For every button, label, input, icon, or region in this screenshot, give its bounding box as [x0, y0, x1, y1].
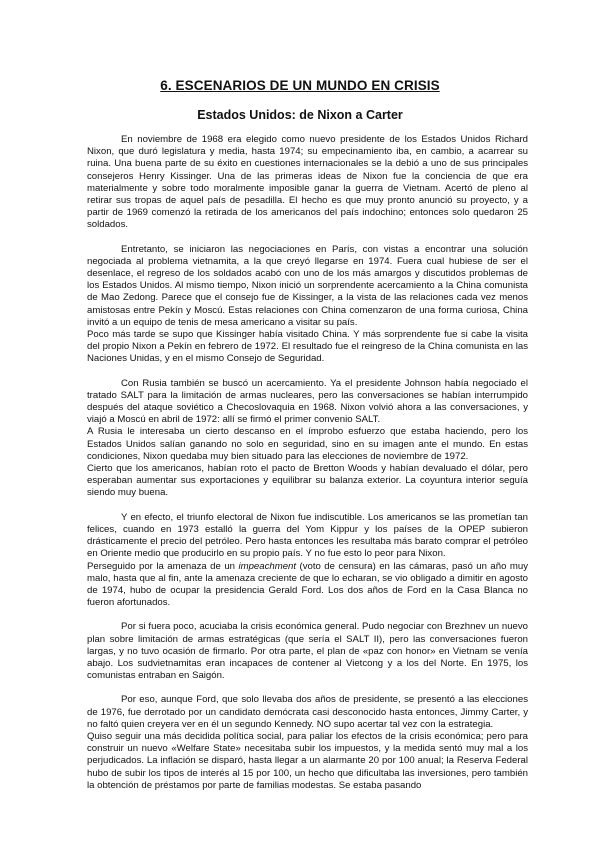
paragraph: Cierto que los americanos, habían roto el pacto de Bretton Woods y habían devaluado el dólar, pero esperaban aumentar sus exportaciones y equilibrar su balanza exterior. La coyuntura interior seguía siendo muy buena. [87, 463, 528, 499]
paragraph-impeachment [87, 561, 528, 610]
chapter-title: 6. ESCENARIOS DE UN MUNDO EN CRISIS [160, 78, 440, 93]
paragraph: En noviembre de 1968 era elegido como nuevo presidente de los Estados Unidos Richard Nixon, que duró legislatura y media, hasta 1974; su empecinamiento iba, en cambio, a acarrear su ruina. Una buena parte de su éxito en cuestiones internacionales se la debió a uno de sus principales consejeros Henry Kissinger. Una de las primeras ideas de Nixon fue la conciencia de que era materialmente y sobre todo moralmente imposible ganar la guerra de Vietnam. Acertó de pleno al retirar sus tropas de aquel país de pesadilla. El hecho es que muy pronto anunció su proyecto, y a partir de 1969 comenzó la retirada de los americanos del país indochino; entonces solo quedaron 25 soldados. [87, 134, 528, 231]
body-text [87, 134, 528, 792]
paragraph: Y en efecto, el triunfo electoral de Nixon fue indiscutible. Los americanos se las prometían tan felices, cuando en 1973 estalló la guerra del Yom Kippur y los países de la OPEP subieron drásticamente el precio del petróleo. Pero hasta entonces les resultaba más barato comprar el petróleo en Oriente medio que producirlo en su propio país. Y no fue esto lo peor para Nixon. [87, 511, 528, 560]
impeachment-text-after: (voto de censura) en las cámaras, pasó un año muy malo, hasta que al fin, ante la amenaza creciente de que lo echaran, se vio obligado a dimitir en agosto de 1974, hubo de ocupar la presidencia Gerald Ford. Los dos años de Ford en la Casa Blanca no fueron afortunados. [87, 560, 528, 609]
paragraph: Quiso seguir una más decidida política social, para paliar los efectos de la crisis económica; pero para construir un nuevo «Welfare State» necesitaba subir los impuestos, y la medida sentó muy mal a los perjudicados. La inflación se disparó, hasta llegar a un alarmante 20 por 100 anual; la Reserva Federal hubo de subir los tipos de interés al 15 por 100, un hecho que dificultaba las inversiones, pero también la obtención de préstamos por parte de familias modestas. Se estaba pasando [87, 730, 528, 791]
paragraph: A Rusia le interesaba un cierto descanso en el ímprobo esfuerzo que estaba haciendo, pero los Estados Unidos salían ganando no solo en seguridad, sino en su imagen ante el mundo. En estas condiciones, Nixon quedaba muy bien situado para las elecciones de noviembre de 1972. [87, 426, 528, 462]
impeachment-term: impeachment [238, 560, 297, 572]
paragraph: Con Rusia también se buscó un acercamiento. Ya el presidente Johnson había negociado el tratado SALT para la limitación de armas nucleares, pero las conversaciones se habían interrumpido después del ataque soviético a Checoslovaquia en 1968. Nixon volvió ahora a las conversaciones, y viajó a Moscú en abril de 1972: allí se firmó el primer convenio SALT. [87, 377, 528, 426]
paragraph: Por eso, aunque Ford, que solo llevaba dos años de presidente, se presentó a las elecciones de 1976, fue derrotado por un candidato demócrata casi desconocido hasta entonces, Jimmy Carter, y no faltó quien creyera ver en él un segundo Kennedy. NO supo acertar tal vez con la estrategia. [87, 694, 528, 730]
paragraph: Poco más tarde se supo que Kissinger había visitado China. Y más sorprendente fue si cabe la visita del propio Nixon a Pekín en febrero de 1972. El resultado fue el reingreso de la China comunista en las Naciones Unidas, y en el mismo Consejo de Seguridad. [87, 329, 528, 365]
paragraph: Por si fuera poco, acuciaba la crisis económica general. Pudo negociar con Brezhnev un nuevo plan sobre limitación de armas estratégicas (que sería el SALT II), pero las conversaciones fueron largas, y no tuvo ocasión de firmarlo. Por otra parte, el plan de «paz con honor» en Vietnam se venía abajo. Los sudvietnamitas eran incapaces de contener al Vietcong y a los del Norte. En 1975, los comunistas entraban en Saigón. [87, 621, 528, 682]
paragraph: Entretanto, se iniciaron las negociaciones en París, con vistas a encontrar una solución negociada al problema vietnamita, a la que creyó llegarse en 1974. Fuera cual hubiese de ser el desenlace, el regreso de los soldados acabó con uno de los más amargos y discutidos problemas de los Estados Unidos. Al mismo tiempo, Nixon inició un sorprendente acercamiento a la China comunista de Mao Zedong. Parece que el consejo fue de Kissinger, a la vista de las relaciones cada vez menos amistosas entre Pekín y Moscú. Estas relaciones con China comenzaron de una forma curiosa, China invitó a un equipo de tenis de mesa americano a visitar su país. [87, 243, 528, 328]
impeachment-text-before: Perseguido por la amenaza de un [87, 560, 239, 572]
section-title: Estados Unidos: de Nixon a Carter [197, 108, 403, 122]
